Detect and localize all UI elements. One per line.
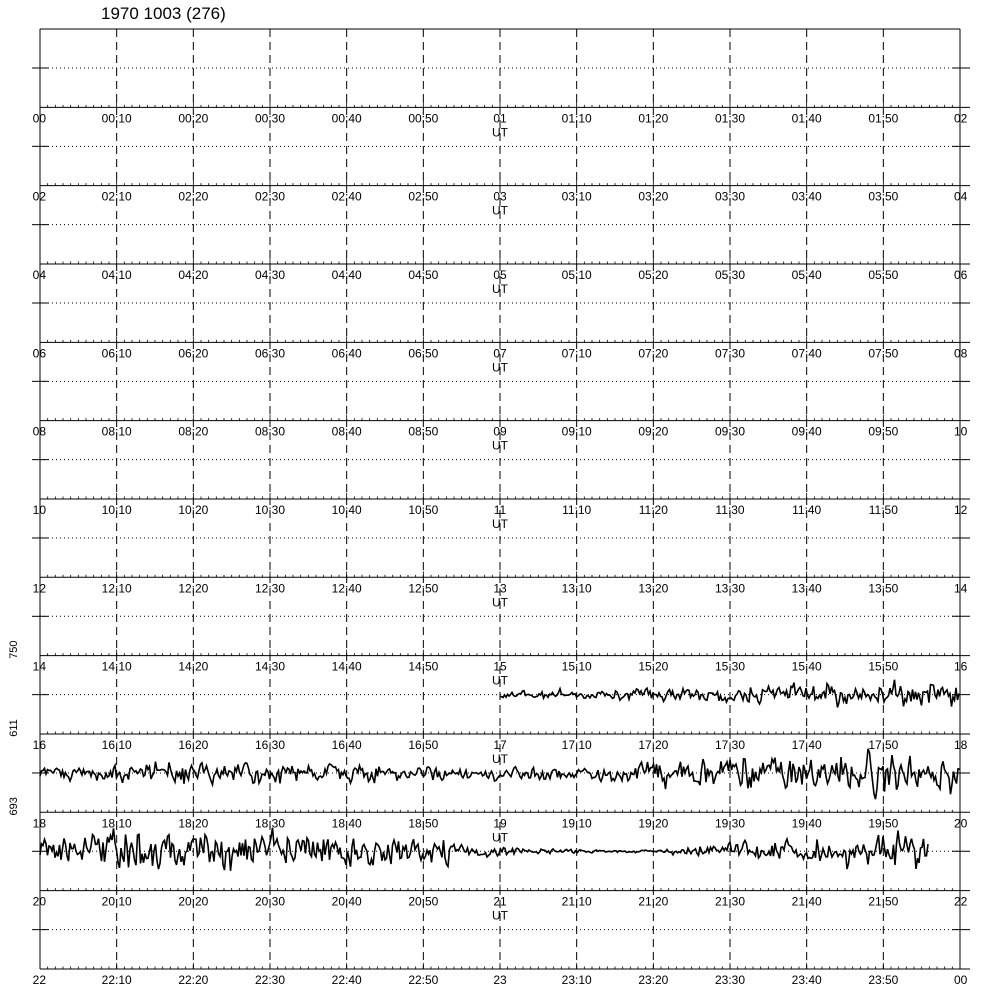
tick-label: 01:10 (561, 111, 592, 126)
x-axis-label: UT (492, 438, 508, 453)
tick-label: 05:20 (638, 267, 669, 282)
tick-label: 06:10 (101, 346, 132, 361)
tick-label: 20:50 (408, 894, 439, 909)
tick-label: 14 (954, 581, 968, 596)
tick-label: 03:20 (638, 189, 669, 204)
tick-label: 11:40 (792, 502, 822, 517)
tick-label: 21:50 (868, 894, 899, 909)
chart-title: 1970 1003 (276) (101, 4, 226, 23)
tick-label: 15:50 (868, 659, 899, 674)
tick-label: 14:40 (331, 659, 362, 674)
tick-label: 02:20 (178, 189, 209, 204)
tick-label: 17 (493, 737, 507, 752)
tick-label: 07:30 (714, 346, 746, 361)
tick-label: 12 (32, 581, 46, 596)
tick-label: 06:30 (254, 346, 286, 361)
tick-label: 05 (493, 267, 507, 282)
station-side-label: 750 (8, 640, 20, 659)
tick-label: 10:50 (408, 502, 439, 517)
tick-label: 20 (954, 816, 968, 831)
tick-label: 04:50 (408, 267, 439, 282)
tick-label: 13:10 (561, 581, 592, 596)
tick-label: 10:40 (331, 502, 362, 517)
tick-label: 08 (954, 346, 968, 361)
tick-label: 13 (493, 581, 507, 596)
tick-label: 19:20 (638, 816, 669, 831)
tick-label: 07:20 (638, 346, 669, 361)
tick-label: 07:40 (791, 346, 822, 361)
tick-label: 13:40 (791, 581, 822, 596)
tick-label: 20:30 (254, 894, 286, 909)
tick-label: 10 (32, 502, 46, 517)
tick-label: 23:30 (714, 972, 746, 987)
tick-label: 22 (954, 894, 968, 909)
tick-label: 17:50 (868, 737, 899, 752)
x-axis-label: UT (492, 360, 508, 375)
tick-label: 16 (32, 737, 46, 752)
tick-label: 18:10 (101, 816, 132, 831)
tick-label: 21:30 (714, 894, 746, 909)
tick-label: 02 (32, 189, 46, 204)
tick-label: 19:50 (868, 816, 899, 831)
tick-label: 23:40 (791, 972, 822, 987)
tick-label: 08:10 (101, 424, 132, 439)
tick-label: 03:50 (868, 189, 899, 204)
tick-label: 16:50 (408, 737, 439, 752)
tick-label: 10 (954, 424, 968, 439)
tick-label: 01 (493, 111, 507, 126)
tick-label: 12:50 (408, 581, 439, 596)
tick-label: 06:20 (178, 346, 209, 361)
tick-label: 20:40 (331, 894, 362, 909)
tick-label: 05:50 (868, 267, 899, 282)
tick-label: 09:30 (714, 424, 746, 439)
tick-label: 00 (954, 972, 968, 987)
tick-label: 22 (32, 972, 46, 987)
tick-label: 00:40 (331, 111, 362, 126)
tick-label: 01:40 (791, 111, 822, 126)
tick-label: 14 (32, 659, 46, 674)
x-axis-label: UT (492, 908, 508, 923)
tick-label: 09:50 (868, 424, 899, 439)
tick-label: 04 (32, 267, 46, 282)
x-axis-label: UT (492, 751, 508, 766)
tick-label: 16:10 (101, 737, 132, 752)
tick-label: 14:20 (178, 659, 209, 674)
tick-label: 17:30 (714, 737, 746, 752)
tick-label: 16:20 (178, 737, 209, 752)
tick-label: 15 (493, 659, 507, 674)
x-axis-label: UT (492, 595, 508, 610)
tick-label: 21:10 (561, 894, 592, 909)
tick-label: 14:10 (101, 659, 132, 674)
tick-label: 08:50 (408, 424, 439, 439)
tick-label: 10:10 (101, 502, 132, 517)
tick-label: 00:50 (408, 111, 439, 126)
tick-label: 19:40 (791, 816, 822, 831)
tick-label: 22:30 (254, 972, 286, 987)
tick-label: 19:10 (561, 816, 592, 831)
tick-label: 00:10 (101, 111, 132, 126)
x-axis-label: UT (492, 673, 508, 688)
tick-label: 18 (954, 737, 968, 752)
tick-label: 03:10 (561, 189, 592, 204)
tick-label: 23 (493, 972, 507, 987)
tick-label: 13:50 (868, 581, 899, 596)
tick-label: 10:20 (178, 502, 209, 517)
tick-label: 05:30 (714, 267, 746, 282)
x-axis-label: UT (492, 281, 508, 296)
tick-label: 08:30 (254, 424, 286, 439)
tick-label: 13:20 (638, 581, 669, 596)
tick-label: 15:20 (638, 659, 669, 674)
tick-label: 05:10 (561, 267, 592, 282)
tick-label: 18:30 (254, 816, 286, 831)
tick-label: 06 (32, 346, 46, 361)
tick-label: 17:10 (561, 737, 592, 752)
tick-label: 23:10 (561, 972, 592, 987)
tick-label: 11:10 (562, 502, 592, 517)
tick-label: 22:20 (178, 972, 209, 987)
tick-label: 02 (954, 111, 968, 126)
data-trace (40, 828, 928, 871)
tick-label: 22:50 (408, 972, 439, 987)
tick-label: 20 (32, 894, 46, 909)
tick-label: 04:10 (101, 267, 132, 282)
tick-label: 12:40 (331, 581, 362, 596)
tick-label: 12:20 (178, 581, 209, 596)
tick-label: 04:20 (178, 267, 209, 282)
tick-label: 11:20 (638, 502, 668, 517)
tick-label: 02:10 (101, 189, 132, 204)
tick-label: 11:50 (868, 502, 898, 517)
x-axis-label: UT (492, 830, 508, 845)
tick-label: 18:20 (178, 816, 209, 831)
tick-label: 03:30 (714, 189, 746, 204)
tick-label: 17:40 (791, 737, 822, 752)
tick-label: 22:10 (101, 972, 132, 987)
tick-label: 09:10 (561, 424, 592, 439)
tick-label: 23:50 (868, 972, 899, 987)
tick-label: 18:40 (331, 816, 362, 831)
tick-label: 11 (493, 502, 507, 517)
tick-label: 23:20 (638, 972, 669, 987)
tick-label: 15:30 (714, 659, 746, 674)
tick-label: 16:40 (331, 737, 362, 752)
tick-label: 22:40 (331, 972, 362, 987)
tick-label: 04:40 (331, 267, 362, 282)
tick-label: 21 (493, 894, 507, 909)
tick-label: 13:30 (714, 581, 746, 596)
tick-label: 14:30 (254, 659, 286, 674)
tick-label: 00:20 (178, 111, 209, 126)
tick-label: 12:30 (254, 581, 286, 596)
tick-label: 20:20 (178, 894, 209, 909)
station-side-label: 611 (8, 719, 20, 737)
tick-label: 16:30 (254, 737, 286, 752)
tick-label: 09:20 (638, 424, 669, 439)
x-axis-label: UT (492, 516, 508, 531)
tick-label: 04:30 (254, 267, 286, 282)
tick-label: 19:30 (714, 816, 746, 831)
tick-label: 03 (493, 189, 507, 204)
tick-label: 18 (32, 816, 46, 831)
tick-label: 01:20 (638, 111, 669, 126)
tick-label: 14:50 (408, 659, 439, 674)
tick-label: 00 (32, 111, 46, 126)
x-axis-label: UT (492, 125, 508, 140)
tick-label: 07:50 (868, 346, 899, 361)
tick-label: 08 (32, 424, 46, 439)
tick-label: 15:10 (561, 659, 592, 674)
tick-label: 12 (954, 502, 968, 517)
tick-label: 12:10 (101, 581, 132, 596)
tick-label: 06 (954, 267, 968, 282)
tick-label: 07:10 (561, 346, 592, 361)
tick-label: 15:40 (791, 659, 822, 674)
tick-label: 06:50 (408, 346, 439, 361)
tick-label: 07 (493, 346, 507, 361)
tick-label: 19 (493, 816, 507, 831)
tick-label: 17:20 (638, 737, 669, 752)
tick-label: 01:30 (714, 111, 746, 126)
tick-label: 02:50 (408, 189, 439, 204)
station-side-label: 693 (8, 797, 20, 816)
tick-label: 04 (954, 189, 968, 204)
tick-label: 00:30 (254, 111, 286, 126)
tick-label: 16 (954, 659, 968, 674)
tick-label: 05:40 (791, 267, 822, 282)
tick-label: 08:40 (331, 424, 362, 439)
tick-label: 02:40 (331, 189, 362, 204)
tick-label: 20:10 (101, 894, 132, 909)
tick-label: 21:20 (638, 894, 669, 909)
tick-label: 10:30 (254, 502, 286, 517)
tick-label: 18:50 (408, 816, 439, 831)
tick-label: 08:20 (178, 424, 209, 439)
tick-label: 06:40 (331, 346, 362, 361)
tick-label: 03:40 (791, 189, 822, 204)
tick-label: 09:40 (791, 424, 822, 439)
tick-label: 01:50 (868, 111, 899, 126)
tick-label: 21:40 (791, 894, 822, 909)
tick-label: 09 (493, 424, 507, 439)
tick-label: 02:30 (254, 189, 286, 204)
tick-label: 11:30 (715, 502, 745, 517)
x-axis-label: UT (492, 203, 508, 218)
